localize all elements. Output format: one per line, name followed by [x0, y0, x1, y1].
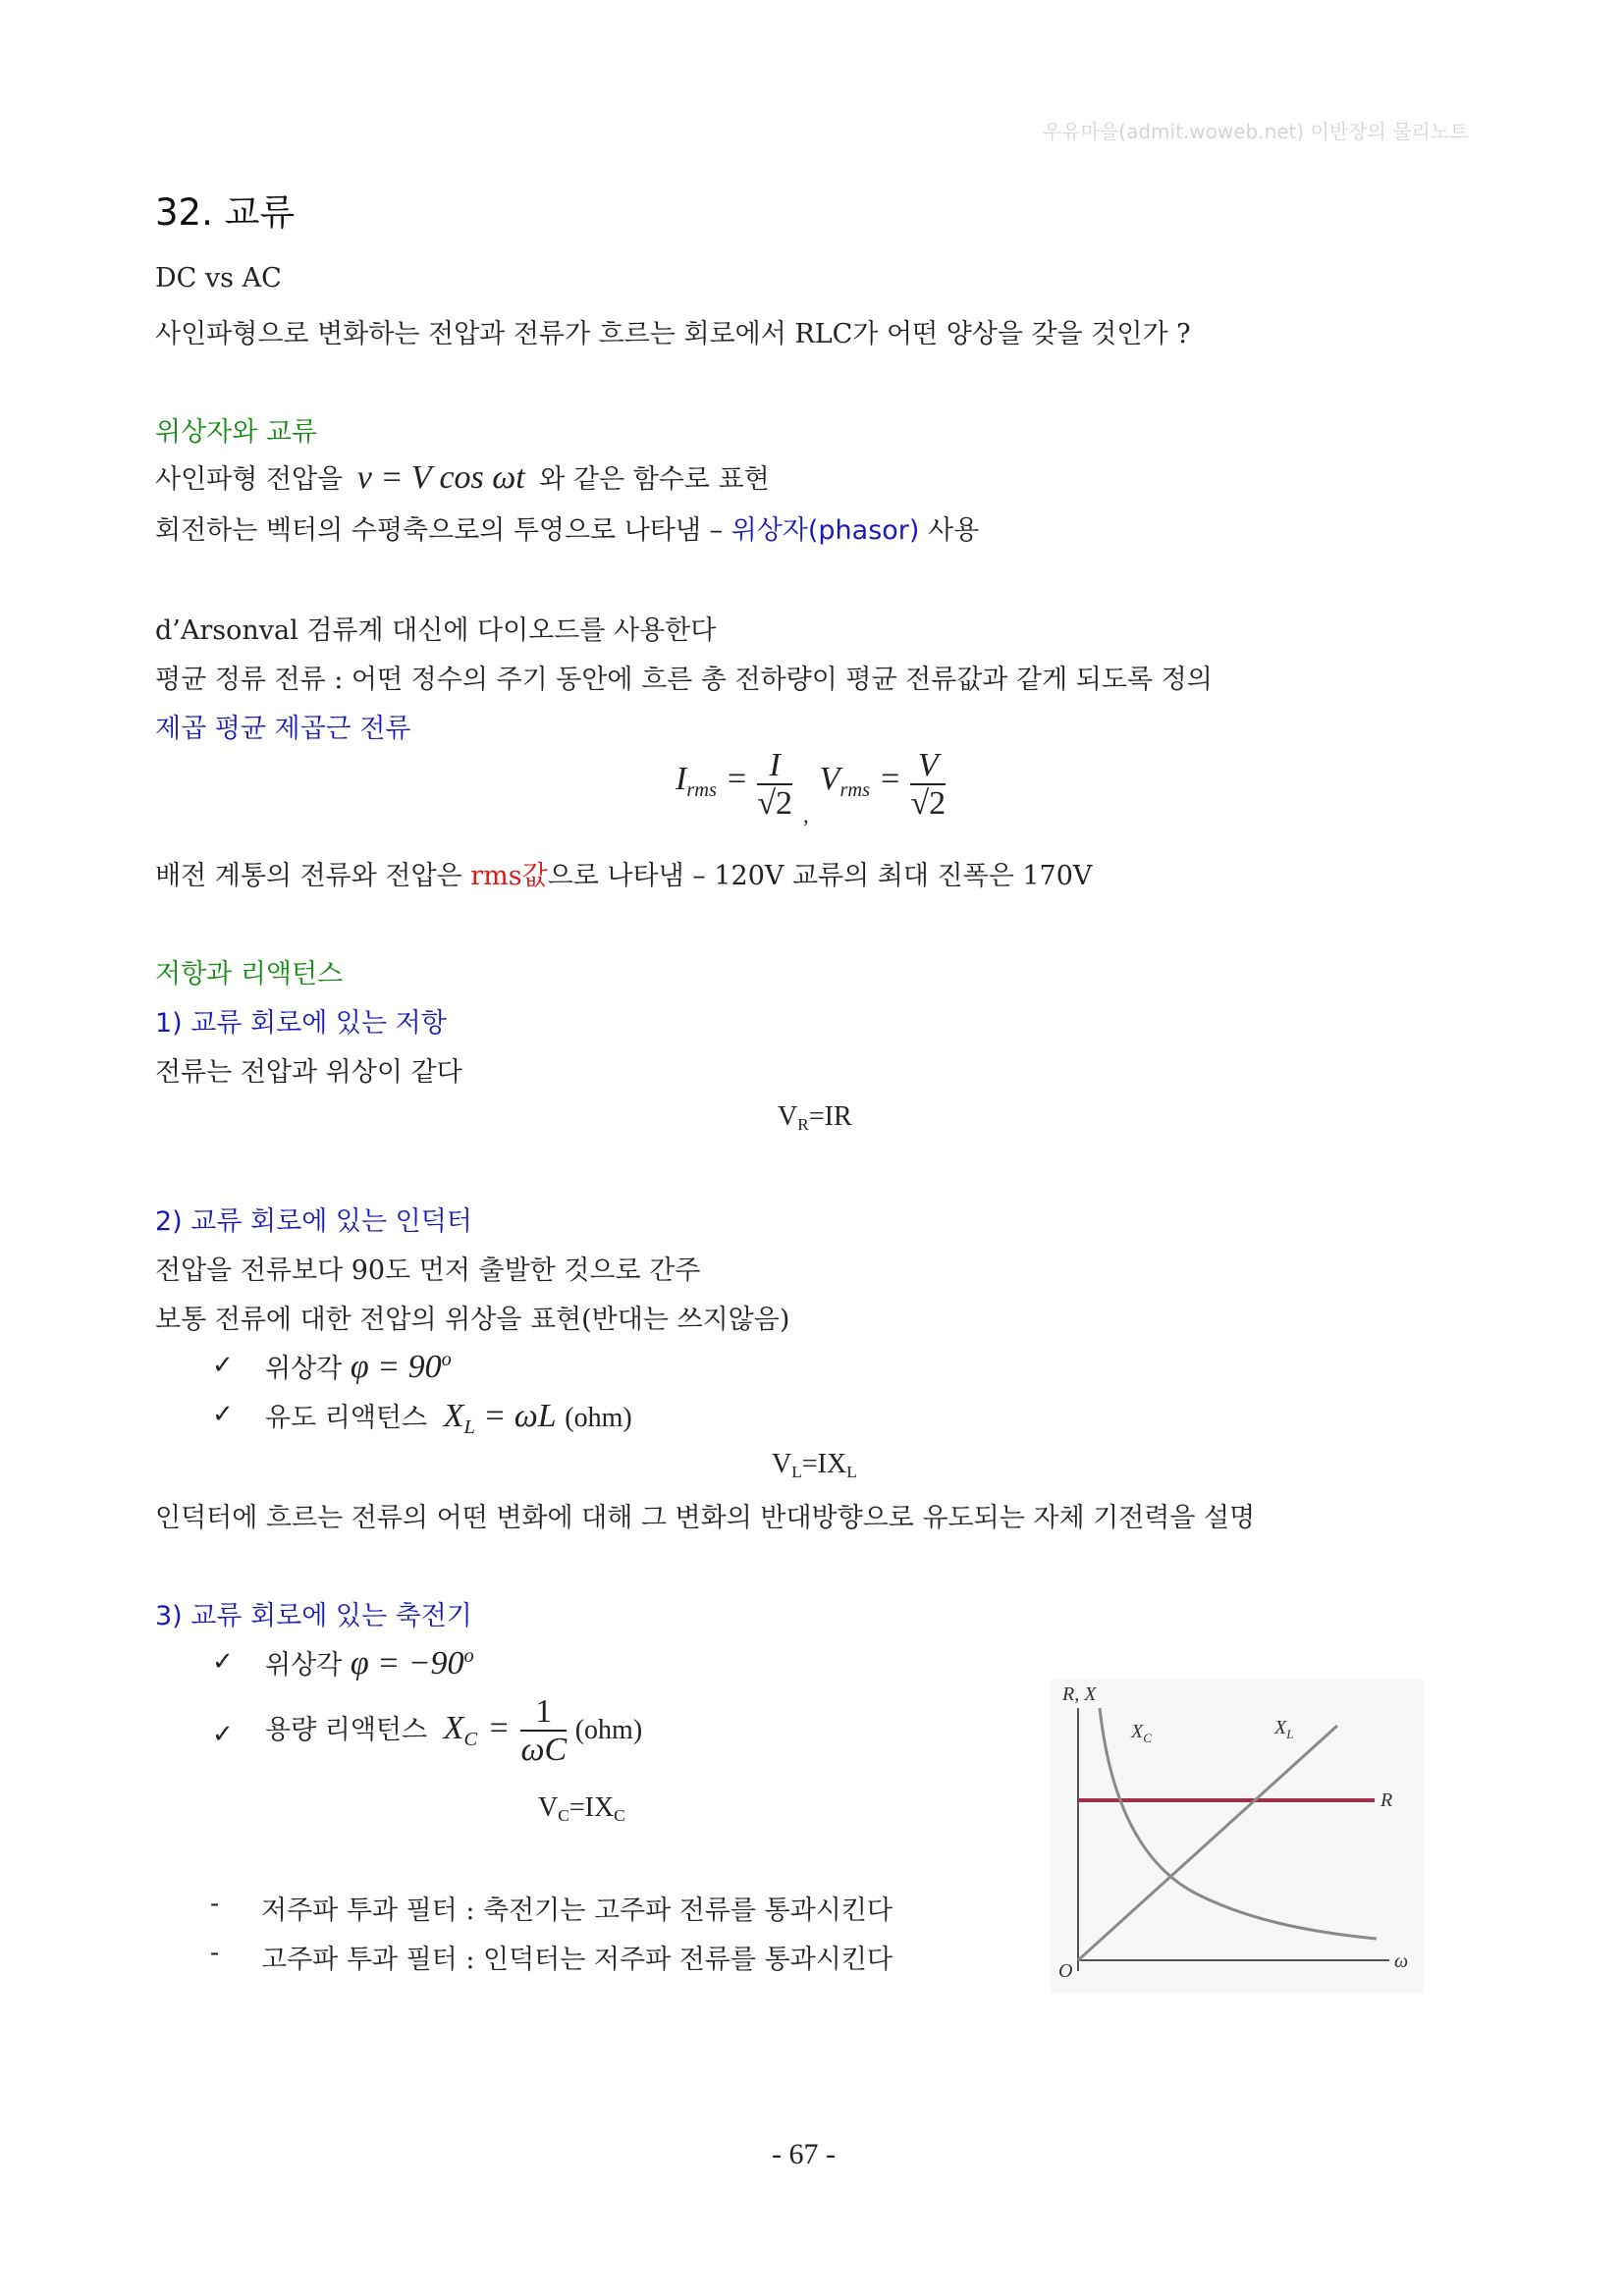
capacitor-heading: 3) 교류 회로에 있는 축전기	[155, 1601, 472, 1631]
phasor-line-2	[155, 508, 979, 547]
phasor-term: 위상자(phasor)	[730, 515, 920, 546]
graph-background	[1051, 1679, 1424, 1993]
capacitive-fraction: $\frac{1}{\omega C}$	[520, 1693, 568, 1768]
phasor-line-2-before: 회전하는 벡터의 수평축으로의 투영으로 나타냄 –	[155, 515, 731, 546]
rms-line-2: 평균 정류 전류 : 어떤 정수의 주기 동안에 흐른 총 전하량이 평균 전류값과 같게 되도록 정의	[155, 665, 1213, 695]
rms-value-term: rms값	[470, 861, 548, 891]
resistor-line-1: 전류는 전압과 위상이 같다	[155, 1057, 462, 1088]
page-number: - 67 -	[772, 2138, 836, 2170]
xl-label: $X_L$	[1274, 1717, 1294, 1741]
capacitor-phase-angle: 위상각 $\varphi = -90^o$	[265, 1644, 474, 1682]
origin-label: O	[1058, 1960, 1073, 1982]
intro-line-2: 사인파형으로 변화하는 전압과 전류가 흐르는 회로에서 RLC가 어떤 양상을 갖을 것인가 ?	[155, 319, 1191, 349]
check-icon: ✓	[212, 1720, 234, 1749]
rms-formula: $I_{rms}$ = $\frac{I}{√2}$ , $V_{rms}$ = $\frac{V}{√2}$	[676, 747, 947, 828]
irms-symbol: $I_{rms}$	[676, 761, 717, 802]
dash-icon: -	[210, 1938, 220, 1968]
reactance-heading: 저항과 리액턴스	[155, 959, 344, 989]
inductor-heading: 2) 교류 회로에 있는 인덕터	[155, 1206, 472, 1237]
phasor-line-1	[155, 457, 770, 497]
voltage-formula: v = V cos ωt	[356, 459, 525, 496]
rms-heading: 제곱 평균 제곱근 전류	[155, 714, 411, 744]
phasor-line-2-after: 사용	[919, 515, 980, 546]
vrms-fraction: $\frac{V}{√2}$	[910, 747, 947, 822]
phasor-line-1-after: 와 같은 함수로 표현	[539, 464, 770, 495]
formula-separator: ,	[803, 803, 809, 828]
rms-line-1: d’Arsonval 검류계 대신에 다이오드를 사용한다	[155, 615, 717, 646]
rms-line-3: 배전 계통의 전류와 전압은 rms값으로 나타냄 – 120V 교류의 최대 진폭은 170V	[155, 861, 1093, 891]
inductor-line-2: 보통 전류에 대한 전압의 위상을 표현(반대는 쓰지않음)	[155, 1305, 790, 1335]
resistor-equation: VR=IR	[778, 1101, 852, 1135]
inductor-equation: VL=IXL	[772, 1449, 857, 1482]
phasor-line-1-before: 사인파형 전압을	[155, 464, 344, 495]
xc-label: $X_C$	[1131, 1721, 1152, 1745]
header-watermark: 우유마을(admit.woweb.net) 이반장의 물리노트	[1043, 120, 1469, 143]
check-icon: ✓	[212, 1647, 234, 1677]
phasor-heading: 위상자와 교류	[155, 417, 318, 448]
intro-line-1: DC vs AC	[155, 263, 282, 294]
vrms-symbol: $V_{rms}$	[819, 761, 871, 802]
r-label: R	[1380, 1789, 1393, 1811]
graph-y-label: R, X	[1062, 1683, 1097, 1705]
check-icon: ✓	[212, 1400, 234, 1429]
inductor-line-1: 전압을 전류보다 90도 먼저 출발한 것으로 간주	[155, 1255, 701, 1286]
page-title: 32. 교류	[155, 191, 296, 234]
irms-fraction: $\frac{I}{√2}$	[757, 747, 792, 822]
capacitor-equation: VC=IXC	[538, 1792, 625, 1826]
dash-icon: -	[210, 1889, 220, 1919]
inductor-phase-angle: 위상각 $\varphi = 90^o$	[265, 1348, 452, 1385]
graph-x-label: ω	[1394, 1950, 1409, 1972]
check-icon: ✓	[212, 1351, 234, 1380]
low-pass-filter-note: 저주파 투과 필터 : 축전기는 고주파 전류를 통과시킨다	[261, 1896, 893, 1926]
inductive-reactance: 유도 리액턴스 $X_L = \omega L$ (ohm)	[265, 1398, 632, 1439]
inductor-line-3: 인덕터에 흐르는 전류의 어떤 변화에 대해 그 변화의 반대방향으로 유도되는 자체 기전력을 설명	[155, 1503, 1256, 1533]
resistor-heading: 1) 교류 회로에 있는 저항	[155, 1008, 447, 1039]
capacitive-reactance: 용량 리액턴스 $X_C$ = $\frac{1}{\omega C}$ (ohm)	[265, 1693, 643, 1768]
reactance-frequency-graph	[1051, 1679, 1424, 1993]
high-pass-filter-note: 고주파 투과 필터 : 인덕터는 저주파 전류를 통과시킨다	[261, 1945, 893, 1975]
